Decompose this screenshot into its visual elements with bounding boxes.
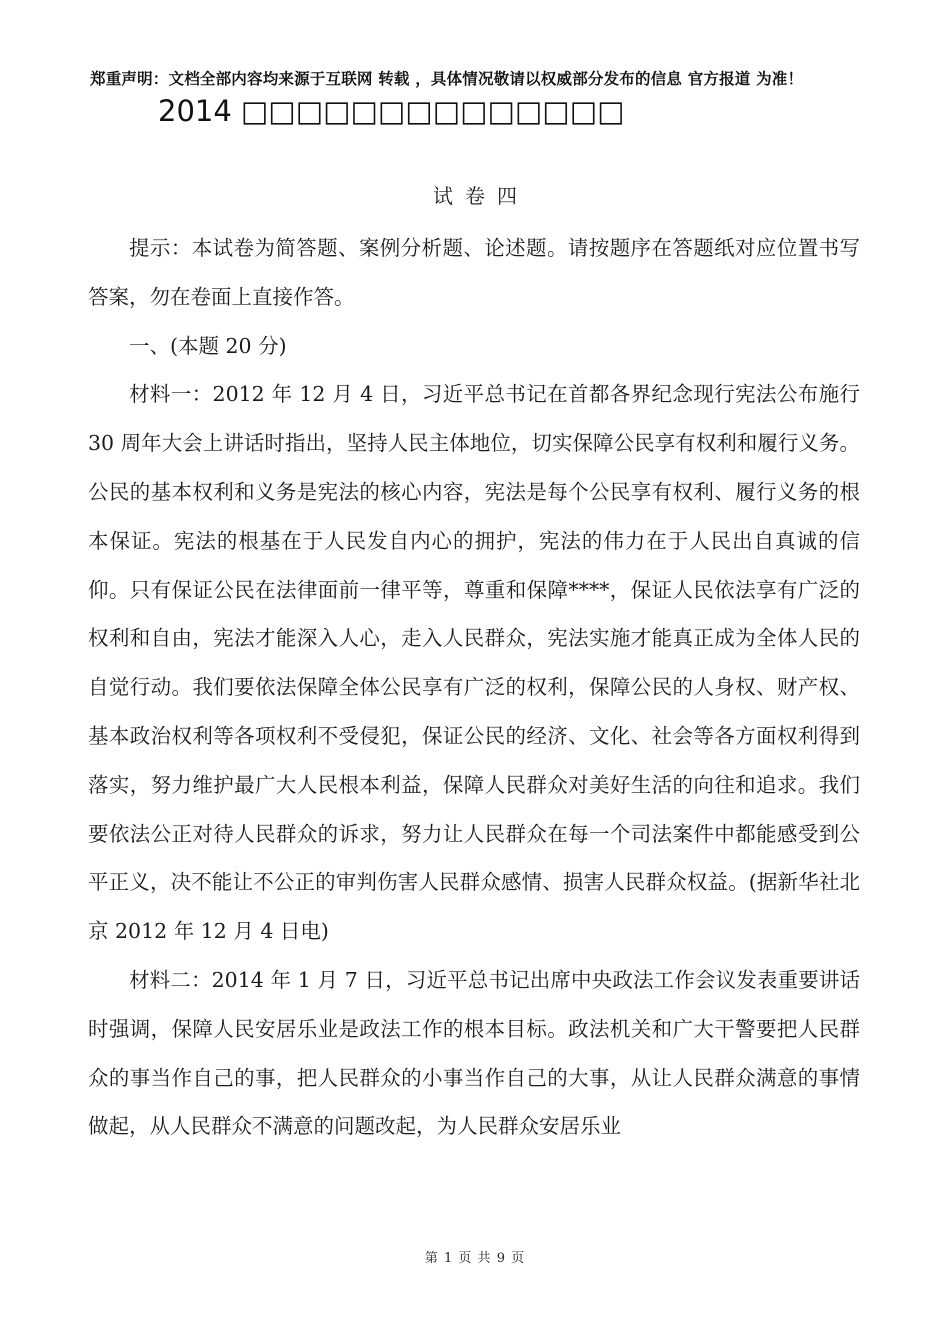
document-title: 2014 □□□□□□□□□□□□□□	[158, 94, 625, 128]
disclaimer-banner: 郑重声明：文档全部内容均来源于互联网 转载 ，具体情况敬请以权威部分发布的信息 官方报道 为准！	[90, 70, 804, 88]
document-body	[88, 224, 860, 1151]
paper-heading: 试卷四	[433, 184, 529, 208]
material-one-paragraph: 材料一：2012 年 12 月 4 日，习近平总书记在首都各界纪念现行宪法公布施行 30 周年大会上讲话时指出，坚持人民主体地位，切实保障公民享有权利和履行义务。公民的基本权利和义务是宪法的核心内容，宪法是每个公民享有权利、履行义务的根本保证。宪法的根基在于人民发自内心的拥护，宪法的伟力在于人民出自真诚的信仰。只有保证公民在法律面前一律平等，尊重和保障****，保证人民依法享有广泛的权利和自由，宪法才能深入人心，走入人民群众，宪法实施才能真正成为全体人民的自觉行动。我们要依法保障全体公民享有广泛的权利，保障公民的人身权、财产权、基本政治权利等各项权利不受侵犯，保证公民的经济、文化、社会等各方面权利得到落实，努力维护最广大人民根本利益，保障人民群众对美好生活的向往和追求。我们要依法公正对待人民群众的诉求，努力让人民群众在每一个司法案件中都能感受到公平正义，决不能让不公正的审判伤害人民群众感情、损害人民群众权益。(据新华社北京 2012 年 12 月 4 日电)	[88, 382, 860, 944]
question-heading: 一、(本题 20 分)	[129, 333, 287, 358]
instruction-paragraph: 提示：本试卷为简答题、案例分析题、论述题。请按题序在答题纸对应位置书写答案，勿在卷面上直接作答。	[88, 236, 860, 309]
material-two-paragraph: 材料二：2014 年 1 月 7 日，习近平总书记出席中央政法工作会议发表重要讲话时强调，保障人民安居乐业是政法工作的根本目标。政法机关和广大干警要把人民群众的事当作自己的事，把人民群众的小事当作自己的大事，从让人民群众满意的事情做起，从人民群众不满意的问题改起，为人民群众安居乐业	[88, 967, 860, 1139]
page-footer: 第 1 页 共 9 页	[424, 1251, 526, 1266]
